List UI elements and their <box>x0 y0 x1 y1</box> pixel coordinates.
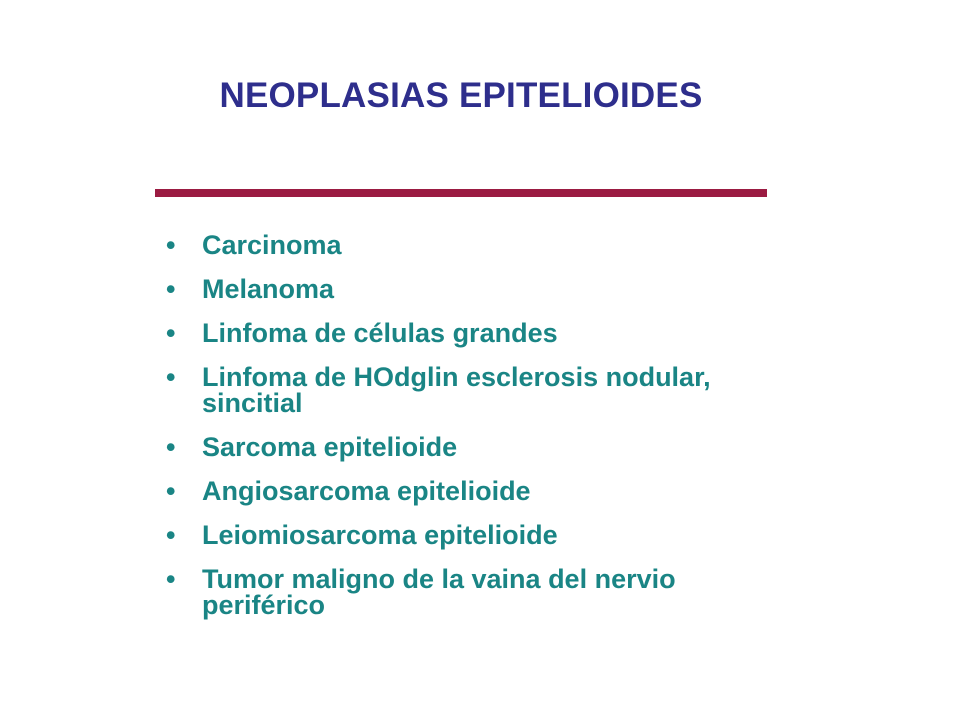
list-item-text: Melanoma <box>202 274 335 304</box>
slide-title: NEOPLASIAS EPITELIOIDES <box>219 76 703 115</box>
list-item-text: Angiosarcoma epitelioide <box>202 476 531 506</box>
bullet-icon: • <box>166 362 176 392</box>
list-item <box>166 566 806 618</box>
list-item <box>166 478 806 504</box>
list-item-text: Linfoma de HOdglin esclerosis nodular, sincitial <box>202 362 711 418</box>
list-item <box>166 522 806 548</box>
list-item-text: Leiomiosarcoma epitelioide <box>202 520 558 550</box>
list-item <box>166 364 806 416</box>
title-divider <box>155 189 767 197</box>
bullet-icon: • <box>166 274 176 304</box>
list-item <box>166 434 806 460</box>
bullet-icon: • <box>166 520 176 550</box>
list-item-text: Linfoma de células grandes <box>202 318 558 348</box>
bullet-icon: • <box>166 318 176 348</box>
list-item <box>166 232 806 258</box>
list-item <box>166 320 806 346</box>
list-item-text: Tumor maligno de la vaina del nervio periférico <box>202 564 676 620</box>
bullet-icon: • <box>166 564 176 594</box>
bullet-icon: • <box>166 230 176 260</box>
list-item-text: Carcinoma <box>202 230 342 260</box>
list-item <box>166 276 806 302</box>
bullet-icon: • <box>166 476 176 506</box>
bullet-list <box>166 232 806 636</box>
list-item-text: Sarcoma epitelioide <box>202 432 458 462</box>
bullet-icon: • <box>166 432 176 462</box>
